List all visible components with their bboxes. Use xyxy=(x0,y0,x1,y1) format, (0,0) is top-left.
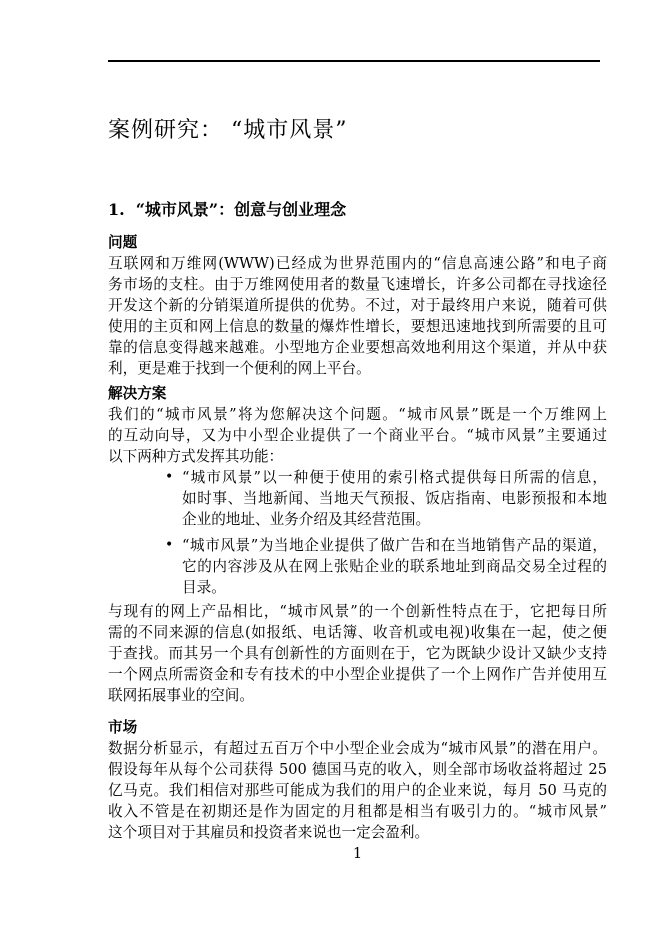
text-line: 以下两种方式发挥其功能： xyxy=(108,448,284,465)
text-line: 于查找。而其另一个具有创新性的方面则在于，它为既缺少设计又缺少支持 xyxy=(108,645,607,662)
text-line: 需的不同来源的信息(如报纸、电话簿、收音机或电视)收集在一起，使之便 xyxy=(108,624,607,641)
text-line: 互联网和万维网(WWW)已经成为世界范围内的“信息高速公路”和电子商 xyxy=(108,255,607,272)
text-line: 它的内容涉及从在网上张贴企业的联系地址到商品交易全过程的 xyxy=(182,558,607,575)
text-line: 如时事、当地新闻、当地天气预报、饭店指南、电影预报和本地 xyxy=(182,490,607,507)
market-paragraph xyxy=(108,738,607,843)
text-line: 务市场的支柱。由于万维网使用者的数量飞速增长，许多公司都在寻找途径 xyxy=(108,276,607,293)
text-line: “城市风景”为当地企业提供了做广告和在当地销售产品的渠道， xyxy=(182,537,607,554)
document-title: 案例研究： “城市风景” xyxy=(108,118,348,143)
text-line: 开发这个新的分销渠道所提供的优势。不过，对于最终用户来说，随着可供 xyxy=(108,297,607,314)
bullet-text xyxy=(182,467,607,530)
header-rule xyxy=(108,60,600,62)
bullet-item-information-index xyxy=(108,467,607,530)
text-line: 数据分析显示，有超过五百万个中小型企业会成为“城市风景”的潜在用户。 xyxy=(108,740,607,757)
text-line: 企业的地址、业务介绍及其经营范围。 xyxy=(182,511,431,528)
text-line: 联网拓展事业的空间。 xyxy=(108,687,254,704)
text-line: 靠的信息变得越来越难。小型地方企业要想高效地利用这个渠道，并从中获 xyxy=(108,339,607,356)
text-line: 收入不管是在初期还是作为固定的月租都是相当有吸引力的。“城市风景” xyxy=(108,803,607,820)
bullet-marker-icon: • xyxy=(165,469,174,485)
page-number: 1 xyxy=(352,845,363,862)
text-line: 使用的主页和网上信息的数量的爆炸性增长，要想迅速地找到所需要的且可 xyxy=(108,318,607,335)
text-line: 与现有的网上产品相比，“城市风景”的一个创新性特点在于，它把每日所 xyxy=(108,603,607,620)
page-content xyxy=(0,60,660,864)
text-line: “城市风景”以一种便于使用的索引格式提供每日所需的信息， xyxy=(182,469,607,486)
text-line: 目录。 xyxy=(182,579,226,596)
bullet-text xyxy=(182,535,607,598)
market-heading: 市场 xyxy=(108,719,138,736)
bullet-marker-icon: • xyxy=(165,537,174,553)
text-line: 利，更是难于找到一个便利的网上平台。 xyxy=(108,360,371,377)
text-line: 这个项目对于其雇员和投资者来说也一定会盈利。 xyxy=(108,824,430,841)
innovation-paragraph xyxy=(108,601,607,706)
solution-intro-paragraph xyxy=(108,404,607,467)
section-number: 1. xyxy=(108,200,125,219)
solution-heading: 解决方案 xyxy=(108,385,167,402)
problem-heading: 问题 xyxy=(108,234,138,251)
section-heading-text: “城市风景”：创意与创业理念 xyxy=(135,200,347,219)
text-line: 一个网点所需资金和专有技术的中小型企业提供了一个上网作广告并使用互 xyxy=(108,666,607,683)
text-line: 我们的“城市风景”将为您解决这个问题。“城市风景”既是一个万维网上 xyxy=(108,406,607,423)
text-line: 的互动向导，又为中小型企业提供了一个商业平台。“城市风景”主要通过 xyxy=(108,427,607,444)
text-line: 亿马克。我们相信对那些可能成为我们的用户的企业来说，每月 50 马克的 xyxy=(108,782,607,799)
section-heading xyxy=(108,199,607,221)
problem-paragraph xyxy=(108,253,607,379)
bullet-item-advertising-channel xyxy=(108,535,607,598)
text-line: 假设每年从每个公司获得 500 德国马克的收入，则全部市场收益将超过 25 xyxy=(108,761,607,778)
